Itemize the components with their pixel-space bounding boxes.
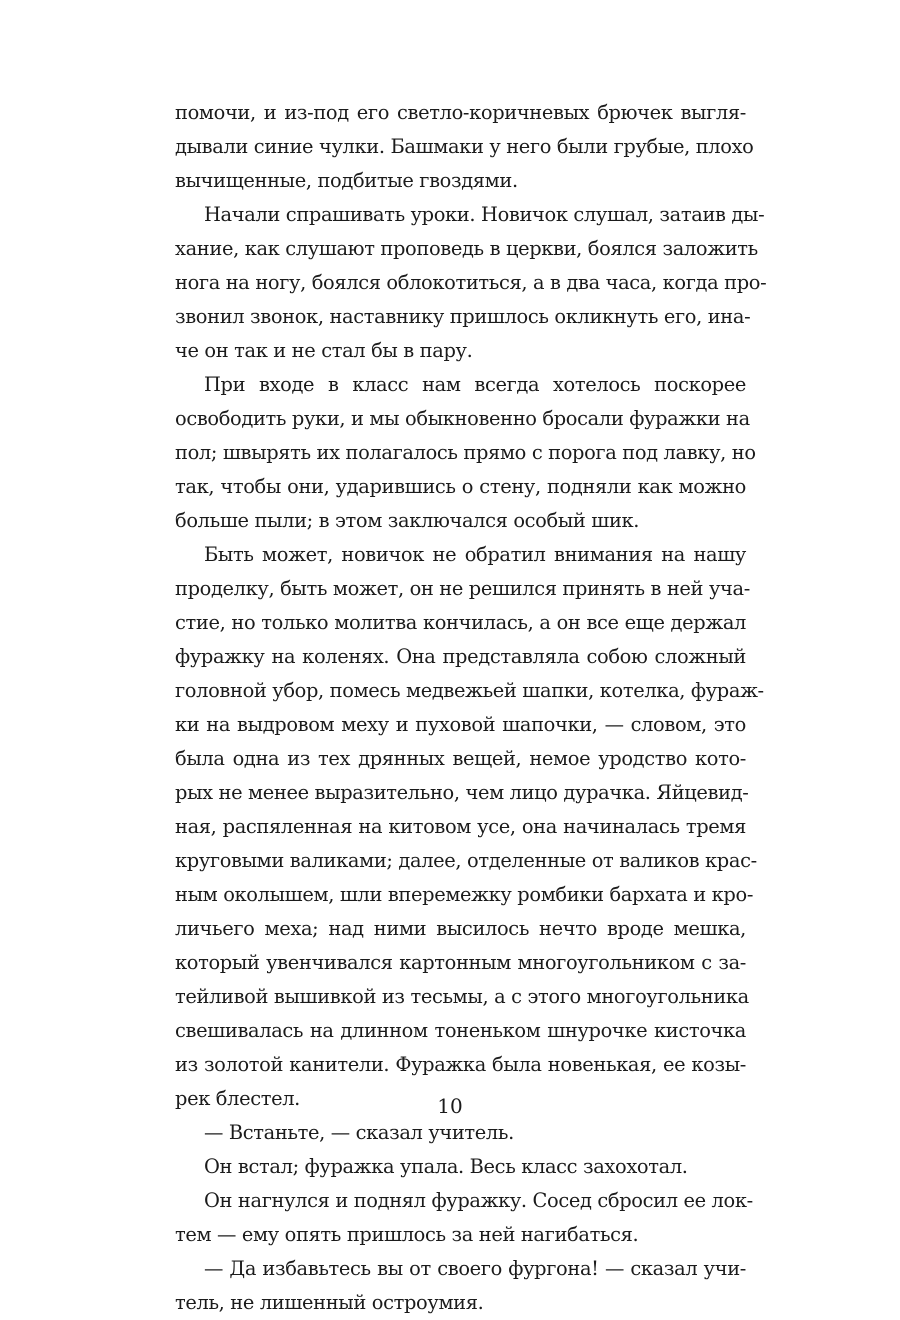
- text-line: ным околышем, шли вперемежку ромбики бархата и кро-: [175, 883, 754, 906]
- paragraph: [175, 538, 764, 1116]
- text-line: личьего меха; над ними высилось нечто вроде мешка,: [175, 917, 746, 940]
- text-line: вычищенные, подбитые гвоздями.: [175, 169, 518, 192]
- text-line: больше пыли; в этом заключался особый шик.: [175, 509, 640, 532]
- text-line: тем — ему опять пришлось за ней нагибаться.: [175, 1223, 639, 1246]
- text-line: Начали спрашивать уроки. Новичок слушал, затаив ды-: [204, 203, 765, 226]
- text-line: ная, распяленная на китовом усе, она начиналась тремя: [175, 815, 746, 838]
- text-line: хание, как слушают проповедь в церкви, боялся заложить: [175, 237, 758, 260]
- text-line: свешивалась на длинном тоненьком шнурочке кисточка: [175, 1019, 746, 1042]
- text-line: че он так и не стал бы в пару.: [175, 339, 473, 362]
- text-line: головной убор, помесь медвежьей шапки, котелка, фураж-: [175, 679, 764, 702]
- text-line: помочи, и из-под его светло-коричневых брючек выгля-: [175, 101, 746, 124]
- text-line: была одна из тех дрянных вещей, немое уродство кото-: [175, 747, 746, 770]
- text-line: из золотой канители. Фуражка была новенькая, ее козы-: [175, 1053, 746, 1076]
- text-line: освободить руки, и мы обыкновенно бросали фуражки на: [175, 407, 750, 430]
- text-line: проделку, быть может, он не решился принять в ней уча-: [175, 577, 750, 600]
- paragraph: [175, 198, 767, 368]
- text-line: стие, но только молитва кончилась, а он все еще держал: [175, 611, 746, 634]
- paragraph: [175, 1184, 753, 1252]
- text-line: так, чтобы они, ударившись о стену, подняли как можно: [175, 475, 746, 498]
- paragraph: [175, 368, 756, 538]
- text-line: тель, не лишенный остроумия.: [175, 1291, 484, 1314]
- text-line: дывали синие чулки. Башмаки у него были грубые, плохо: [175, 135, 754, 158]
- text-line: рых не менее выразительно, чем лицо дурачка. Яйцевид-: [175, 781, 749, 804]
- text-line: Он нагнулся и поднял фуражку. Сосед сбросил ее лок-: [204, 1189, 753, 1212]
- text-line: — Да избавьтесь вы от своего фургона! — сказал учи-: [204, 1257, 746, 1280]
- text-line: пол; швырять их полагалось прямо с порога под лавку, но: [175, 441, 756, 464]
- text-line: При входе в класс нам всегда хотелось поскорее: [204, 373, 746, 396]
- paragraph: [175, 96, 754, 198]
- text-line: ки на выдровом меху и пуховой шапочки, — словом, это: [175, 713, 746, 736]
- text-line: звонил звонок, наставнику пришлось окликнуть его, ина-: [175, 305, 751, 328]
- page-body: [175, 96, 767, 1320]
- paragraph: [175, 1116, 746, 1150]
- text-line: который увенчивался картонным многоугольником с за-: [175, 951, 746, 974]
- text-line: — Встаньте, — сказал учитель.: [204, 1121, 514, 1144]
- text-line: круговыми валиками; далее, отделенные от валиков крас-: [175, 849, 757, 872]
- text-line: нога на ногу, боялся облокотиться, а в два часа, когда про-: [175, 271, 767, 294]
- paragraph: [175, 1252, 746, 1320]
- text-line: тейливой вышивкой из тесьмы, а с этого многоугольника: [175, 985, 749, 1008]
- paragraph: [175, 1150, 746, 1184]
- text-line: фуражку на коленях. Она представляла собою сложный: [175, 645, 746, 668]
- text-line: Быть может, новичок не обратил внимания на нашу: [204, 543, 746, 566]
- page-number: 10: [437, 1094, 463, 1118]
- text-line: Он встал; фуражка упала. Весь класс захохотал.: [204, 1155, 688, 1178]
- text-line: рек блестел.: [175, 1087, 300, 1110]
